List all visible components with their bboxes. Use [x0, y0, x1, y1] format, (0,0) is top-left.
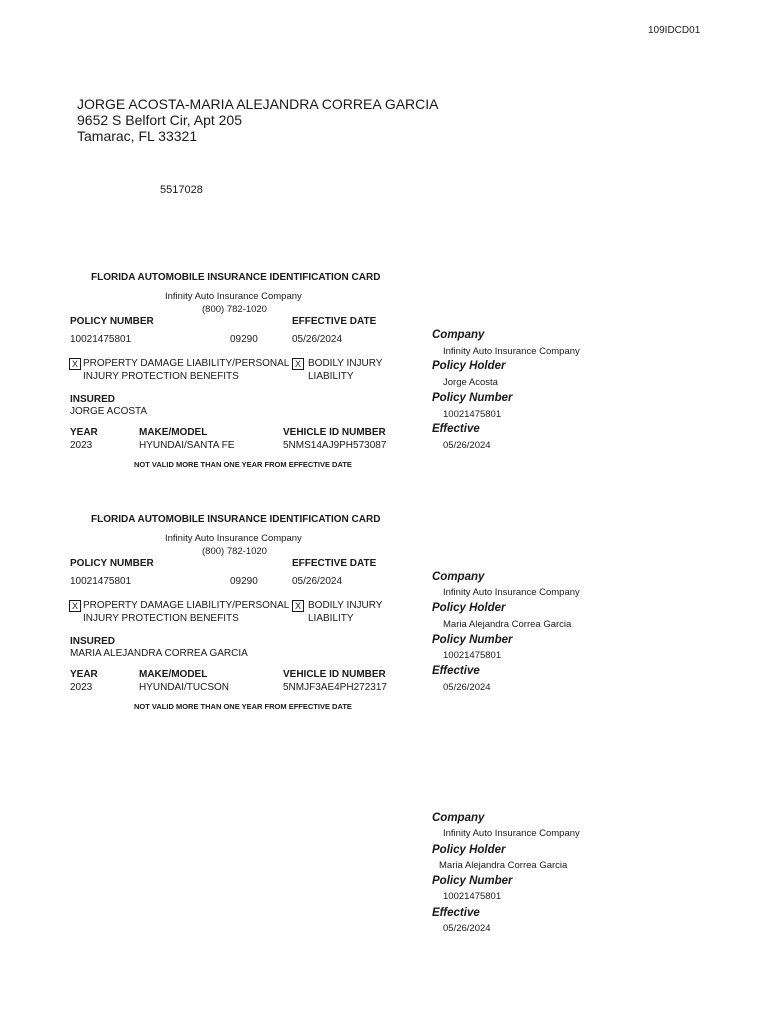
company-value: Infinity Auto Insurance Company [443, 828, 580, 839]
card-company: Infinity Auto Insurance Company [165, 533, 302, 544]
card-phone: (800) 782-1020 [202, 304, 267, 315]
effective-date-label: EFFECTIVE DATE [292, 558, 377, 569]
policy-holder-label: Policy Holder [432, 360, 506, 372]
id-card [0, 514, 430, 714]
effective-value: 05/26/2024 [443, 440, 491, 451]
company-label: Company [432, 571, 485, 583]
company-code: 09290 [230, 334, 258, 345]
vehicle-make-model: HYUNDAI/TUCSON [139, 682, 230, 693]
policy-holder-value: Jorge Acosta [443, 377, 498, 388]
account-number: 5517028 [160, 184, 203, 196]
coverage-label: PROPERTY DAMAGE LIABILITY/PERSONAL [83, 358, 290, 369]
effective-date-label: EFFECTIVE DATE [292, 316, 377, 327]
vehicle-year: 2023 [70, 440, 93, 451]
coverage-checkbox: X [69, 358, 81, 370]
policy-number-value: 10021475801 [443, 650, 502, 661]
policy-holder-label: Policy Holder [432, 844, 506, 856]
validity-note: NOT VALID MORE THAN ONE YEAR FROM EFFECTIVE DATE [134, 702, 352, 711]
effective-value: 05/26/2024 [443, 682, 491, 693]
policy-number-label: POLICY NUMBER [70, 316, 154, 327]
year-label: YEAR [70, 427, 98, 438]
coverage-label: INJURY PROTECTION BENEFITS [83, 613, 239, 624]
card-title: FLORIDA AUTOMOBILE INSURANCE IDENTIFICATION CARD [91, 272, 381, 283]
coverage-label: LIABILITY [308, 613, 354, 624]
vehicle-year: 2023 [70, 682, 93, 693]
policy-summary [432, 329, 762, 451]
insured-label: INSURED [70, 394, 116, 405]
policy-number: 10021475801 [70, 334, 132, 345]
policy-number-value: 10021475801 [443, 891, 502, 902]
recipient-name: JORGE ACOSTA-MARIA ALEJANDRA CORREA GARCIA [77, 96, 439, 112]
policy-number: 10021475801 [70, 576, 132, 587]
vin-label: VEHICLE ID NUMBER [283, 669, 386, 680]
effective-value: 05/26/2024 [443, 923, 491, 934]
policy-number-label: POLICY NUMBER [70, 558, 154, 569]
company-value: Infinity Auto Insurance Company [443, 587, 580, 598]
policy-holder-value: Maria Alejandra Correa Garcia [439, 860, 568, 871]
coverage-label: PROPERTY DAMAGE LIABILITY/PERSONAL [83, 600, 290, 611]
company-value: Infinity Auto Insurance Company [443, 346, 580, 357]
id-card [0, 272, 430, 472]
effective-label: Effective [432, 907, 480, 919]
card-title: FLORIDA AUTOMOBILE INSURANCE IDENTIFICATION CARD [91, 514, 381, 525]
insured-name: MARIA ALEJANDRA CORREA GARCIA [70, 648, 248, 659]
coverage-checkbox: X [69, 600, 81, 612]
card-company: Infinity Auto Insurance Company [165, 291, 302, 302]
policy-summary [432, 571, 762, 693]
effective-date: 05/26/2024 [292, 334, 343, 345]
policy-number-label: Policy Number [432, 875, 513, 887]
policy-summary [432, 812, 762, 934]
coverage-checkbox: X [292, 358, 304, 370]
vin-label: VEHICLE ID NUMBER [283, 427, 386, 438]
vehicle-make-model: HYUNDAI/SANTA FE [139, 440, 235, 451]
company-code: 09290 [230, 576, 258, 587]
make-model-label: MAKE/MODEL [139, 427, 208, 438]
policy-holder-label: Policy Holder [432, 602, 506, 614]
effective-label: Effective [432, 423, 480, 435]
recipient-street: 9652 S Belfort Cir, Apt 205 [77, 112, 242, 128]
document-code: 109IDCD01 [648, 25, 701, 36]
effective-date: 05/26/2024 [292, 576, 343, 587]
policy-number-label: Policy Number [432, 392, 513, 404]
vehicle-id-number: 5NMJF3AE4PH272317 [283, 682, 387, 693]
coverage-label: BODILY INJURY [308, 358, 383, 369]
policy-number-value: 10021475801 [443, 409, 502, 420]
insured-label: INSURED [70, 636, 116, 647]
policy-holder-value: Maria Alejandra Correa Garcia [443, 619, 572, 630]
insured-name: JORGE ACOSTA [70, 406, 148, 417]
company-label: Company [432, 329, 485, 341]
policy-number-label: Policy Number [432, 634, 513, 646]
effective-label: Effective [432, 665, 480, 677]
coverage-label: BODILY INJURY [308, 600, 383, 611]
recipient-city: Tamarac, FL 33321 [77, 128, 198, 144]
make-model-label: MAKE/MODEL [139, 669, 208, 680]
coverage-label: INJURY PROTECTION BENEFITS [83, 371, 239, 382]
coverage-label: LIABILITY [308, 371, 354, 382]
card-phone: (800) 782-1020 [202, 546, 267, 557]
year-label: YEAR [70, 669, 98, 680]
coverage-checkbox: X [292, 600, 304, 612]
vehicle-id-number: 5NMS14AJ9PH573087 [283, 440, 387, 451]
validity-note: NOT VALID MORE THAN ONE YEAR FROM EFFECTIVE DATE [134, 460, 352, 469]
company-label: Company [432, 812, 485, 824]
